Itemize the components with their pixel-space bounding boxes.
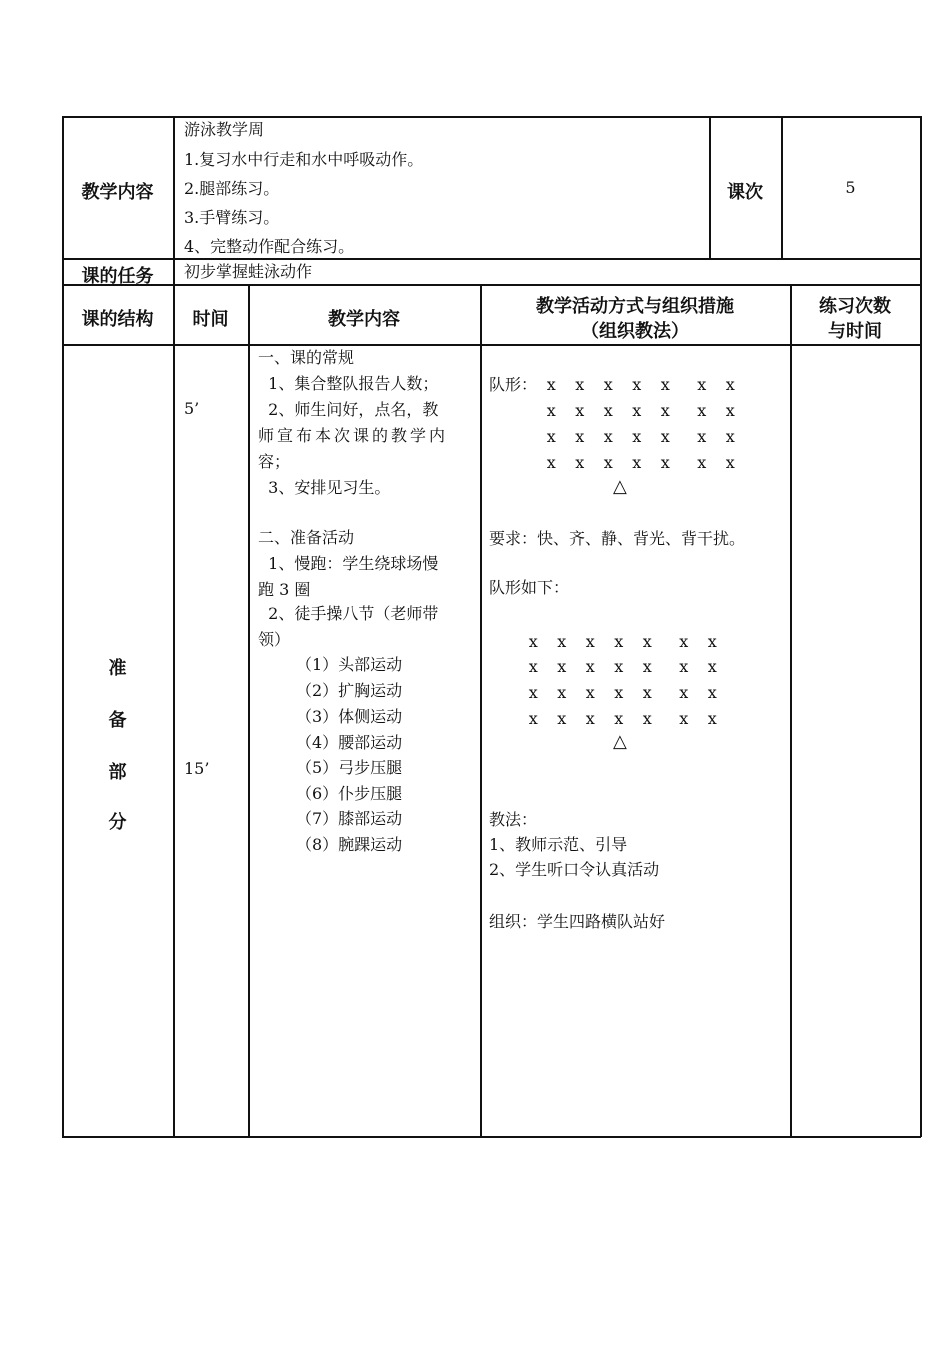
- formation-x: x: [697, 401, 707, 420]
- formation-x: x: [603, 453, 613, 472]
- content-row: 1、慢跑：学生绕球场慢: [258, 554, 439, 573]
- col-method-line1: 教学活动方式与组织措施: [536, 296, 734, 317]
- content-row: （5）弓步压腿: [296, 758, 403, 777]
- content-label: 教学内容: [81, 182, 154, 203]
- content-row: （4）腰部运动: [296, 733, 403, 752]
- formation-x: x: [660, 453, 670, 472]
- formation-row: [537, 403, 745, 419]
- formation-x: x: [632, 375, 642, 394]
- formation-x: x: [546, 375, 556, 394]
- content-row: 跑 3 圈: [258, 580, 311, 599]
- formation-x: x: [679, 657, 689, 676]
- formation-x: x: [642, 709, 652, 728]
- col-practice-line1: 练习次数: [819, 296, 891, 317]
- formation-x: x: [642, 632, 652, 651]
- formation-x: x: [707, 709, 717, 728]
- col-practice-line2: 与时间: [828, 321, 882, 342]
- formation-x: x: [642, 657, 652, 676]
- content-row: 师宣布本次课的教学内: [258, 426, 449, 445]
- formation-x: x: [660, 401, 670, 420]
- formation-x: x: [697, 427, 707, 446]
- formation-x: x: [546, 401, 556, 420]
- formation-row: [519, 659, 727, 675]
- content-row: （6）仆步压腿: [296, 784, 403, 803]
- formation-row: [537, 377, 745, 393]
- formation-x: x: [707, 632, 717, 651]
- time-value: 15’: [184, 759, 210, 778]
- content-row: （7）膝部运动: [296, 809, 403, 828]
- content-row: 一、课的常规: [258, 348, 355, 367]
- content-line: 2.腿部练习。: [184, 179, 280, 198]
- formation-x: x: [614, 709, 624, 728]
- formation-x: x: [575, 453, 585, 472]
- content-row: 1、集合整队报告人数；: [258, 374, 439, 393]
- formation-x: x: [528, 709, 538, 728]
- requirement-text: 要求：快、齐、静、背光、背干扰。: [489, 529, 746, 548]
- formation-x: x: [697, 375, 707, 394]
- content-line: 游泳教学周: [184, 120, 265, 139]
- time-value: 5’: [184, 399, 200, 418]
- content-row: （1）头部运动: [296, 655, 403, 674]
- content-row: （3）体侧运动: [296, 707, 403, 726]
- col-content: 教学内容: [328, 309, 400, 330]
- formation-row: [519, 685, 727, 701]
- formation-x: x: [707, 657, 717, 676]
- teaching-step: 1、教师示范、引导: [489, 835, 628, 854]
- formation-x: x: [557, 709, 567, 728]
- col-time: 时间: [192, 309, 229, 330]
- formation-x: x: [679, 683, 689, 702]
- section-char: 分: [108, 812, 127, 833]
- formation-below-label: 队形如下：: [489, 578, 570, 597]
- formation-x: x: [557, 632, 567, 651]
- task-label: 课的任务: [81, 266, 154, 287]
- section-char: 部: [108, 762, 127, 783]
- formation-x: x: [660, 375, 670, 394]
- formation-x: x: [725, 375, 735, 394]
- formation-x: x: [575, 427, 585, 446]
- content-line: 3.手臂练习。: [184, 208, 280, 227]
- formation-x: x: [660, 427, 670, 446]
- formation-x: x: [575, 401, 585, 420]
- formation-x: x: [632, 453, 642, 472]
- lesson-no-label: 课次: [727, 182, 763, 203]
- formation-row: [537, 429, 745, 445]
- formation-x: x: [614, 683, 624, 702]
- formation-x: x: [557, 657, 567, 676]
- organization-text: 组织：学生四路横队站好: [489, 912, 666, 931]
- formation-x: x: [603, 401, 613, 420]
- formation-x: x: [697, 453, 707, 472]
- task-value: 初步掌握蛙泳动作: [184, 262, 313, 281]
- formation-x: x: [707, 683, 717, 702]
- formation-x: x: [528, 657, 538, 676]
- content-row: 3、安排见习生。: [258, 478, 391, 497]
- teaching-step: 2、学生听口令认真活动: [489, 860, 660, 879]
- content-line: 1.复习水中行走和水中呼吸动作。: [184, 150, 424, 169]
- formation-x: x: [575, 375, 585, 394]
- content-row: （8）腕踝运动: [296, 835, 403, 854]
- content-row: 领）: [258, 630, 291, 649]
- formation-x: x: [725, 453, 735, 472]
- formation-x: x: [585, 657, 595, 676]
- content-row: 二、准备活动: [258, 528, 355, 547]
- formation-x: x: [679, 632, 689, 651]
- formation-x: x: [614, 657, 624, 676]
- formation-x: x: [632, 401, 642, 420]
- teaching-label: 教法：: [489, 810, 538, 829]
- content-row: 2、徒手操八节（老师带: [258, 604, 439, 623]
- section-char: 备: [108, 710, 127, 731]
- content-row: 2、师生问好，点名，教: [258, 400, 439, 419]
- formation-x: x: [614, 632, 624, 651]
- formation-x: x: [585, 683, 595, 702]
- formation-x: x: [642, 683, 652, 702]
- teacher-mark: △: [613, 476, 627, 497]
- formation-row: [519, 711, 727, 727]
- formation-x: x: [632, 427, 642, 446]
- formation-x: x: [528, 632, 538, 651]
- formation-label: 队形：: [489, 375, 538, 394]
- formation-x: x: [725, 427, 735, 446]
- formation-x: x: [557, 683, 567, 702]
- col-method-line2: （组织教法）: [581, 321, 689, 342]
- formation-x: x: [546, 453, 556, 472]
- formation-x: x: [725, 401, 735, 420]
- formation-x: x: [603, 427, 613, 446]
- section-char: 准: [108, 658, 127, 679]
- lesson-no-value: 5: [845, 178, 856, 197]
- formation-x: x: [528, 683, 538, 702]
- formation-x: x: [546, 427, 556, 446]
- formation-x: x: [679, 709, 689, 728]
- col-structure: 课的结构: [81, 309, 154, 330]
- teacher-mark: △: [613, 731, 627, 752]
- formation-row: [537, 455, 745, 471]
- formation-row: [519, 634, 727, 650]
- content-row: 容；: [258, 452, 291, 471]
- formation-x: x: [603, 375, 613, 394]
- content-line: 4、完整动作配合练习。: [184, 237, 355, 256]
- formation-x: x: [585, 709, 595, 728]
- content-row: （2）扩胸运动: [296, 681, 403, 700]
- formation-x: x: [585, 632, 595, 651]
